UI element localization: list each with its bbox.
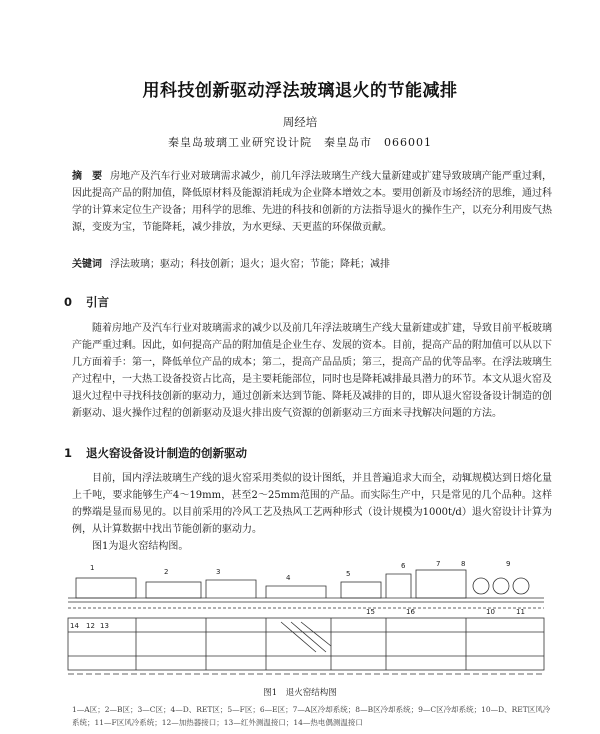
figure-label-14: 14 (70, 622, 79, 630)
figure-label-16: 16 (406, 608, 415, 616)
fan-icon-3 (513, 578, 529, 594)
figure-label-10: 10 (486, 608, 495, 616)
abstract-label: 摘 要 (72, 171, 103, 182)
keywords-text: 浮法玻璃；驱动；科技创新；退火；退火窑；节能；降耗；减排 (110, 259, 390, 270)
figure-label-7: 7 (436, 560, 441, 568)
paper-title: 用科技创新驱动浮法玻璃退火的节能减排 (142, 81, 458, 101)
keywords (72, 256, 552, 273)
section-0-body: 随着房地产及汽车行业对玻璃需求的减少以及前几年浮法玻璃生产线大量新建或扩建，导致目前平板玻璃产能严重过剩。因此，如何提高产品的附加值是企业生存、发展的资本。目前，提高产品的附加值可以从以下几方面着手：第一，降低单位产品的成本；第二，提高产品品质；第三，提高产品的优等品率。在浮法玻璃生产过程中，一大热工设备投资占比高，是主要耗能部位，同时也是降耗减排最具潜力的环节。本文从退火窑及退火过程中寻找科技创新的驱动力，通过创新来达到节能、降耗及减排的目的，即从退火窑设备设计制造的创新驱动、退火操作过程的创新驱动及退火排出废气资源的创新驱动三方面来寻找解决问题的方法。 (72, 323, 552, 419)
figure-label-8: 8 (461, 560, 466, 568)
section-0-heading (64, 294, 109, 310)
figure-label-9: 9 (506, 560, 511, 568)
zone-c-duct (206, 580, 256, 598)
cooling-pipes (281, 622, 331, 652)
exhaust-stack (386, 574, 411, 598)
zone-d-duct (266, 586, 326, 598)
section-1-body: 目前，国内浮法玻璃生产线的退火窑采用类似的设计图纸，并且普遍追求大而全，动辄规模达到日熔化量上千吨，要求能够生产4～19mm，甚至2～25mm范围的产品。而实际生产中，只是常见的几个品种。这样的弊端是显而易见的。以目前采用的冷风工艺及热风工艺两种形式（设计规模为1000t/d）退火窑设计计算为例，从计算数据中找出节能创新的驱动力。 (72, 473, 552, 535)
figure-label-15: 15 (366, 608, 375, 616)
section-0-title: 引言 (86, 295, 110, 309)
section-0-number: 0 (64, 295, 73, 309)
affiliation: 秦皇岛玻璃工业研究设计院 秦皇岛市 066001 (168, 136, 432, 149)
section-1-heading (64, 445, 247, 461)
zone-a-cooling-unit (76, 578, 136, 598)
figure-label-11: 11 (516, 608, 525, 616)
fan-icon-1 (473, 578, 489, 594)
author-name: 周经培 (282, 115, 318, 129)
figure-label-12: 12 (86, 622, 95, 630)
zone-b-cooling-unit (146, 582, 201, 598)
section-1-title: 退火窑设备设计制造的创新驱动 (86, 446, 248, 460)
figure-caption: 图1 退火窑结构图 (263, 688, 337, 698)
figure-label-2: 2 (164, 568, 169, 576)
keywords-label: 关键词 (72, 259, 102, 270)
abstract (72, 168, 552, 236)
section-1-number: 1 (64, 446, 73, 460)
zone-f-fan-unit (416, 570, 466, 598)
lehr-structure-figure (66, 556, 546, 682)
fan-icon-2 (493, 578, 509, 594)
figure-legend: 1—A区；2—B区；3—C区；4—D、RET区；5—F区；6—E区；7—A区冷却系统；8—B区冷却系统；9—C区冷却系统；10—D、RET区风冷系统；11—F区风冷系统；12—加热器接口；13—红外测温接口；14—热电偶测温接口 (72, 705, 551, 727)
figure-label-1: 1 (90, 564, 95, 572)
figure-label-13: 13 (100, 622, 109, 630)
figure-label-6: 6 (401, 562, 406, 570)
abstract-text: 房地产及汽车行业对玻璃需求减少，前几年浮法玻璃生产线大量新建或扩建导致玻璃产能严重过剩，因此提高产品的附加值，降低原材料及能源消耗成为企业降本增效之本。要用创新及市场经济的思维，通过科学的计算来定位生产设备；用科学的思维、先进的科技和创新的方法指导退火的操作生产，以充分利用废气热源，变废为宝，节能降耗，减少排放，为水更绿、天更蓝的环保做贡献。 (72, 171, 553, 233)
figure-reference: 图1为退火窑结构图。 (92, 541, 189, 552)
figure-label-3: 3 (216, 568, 221, 576)
figure-label-4: 4 (286, 574, 291, 582)
figure-label-5: 5 (346, 570, 351, 578)
